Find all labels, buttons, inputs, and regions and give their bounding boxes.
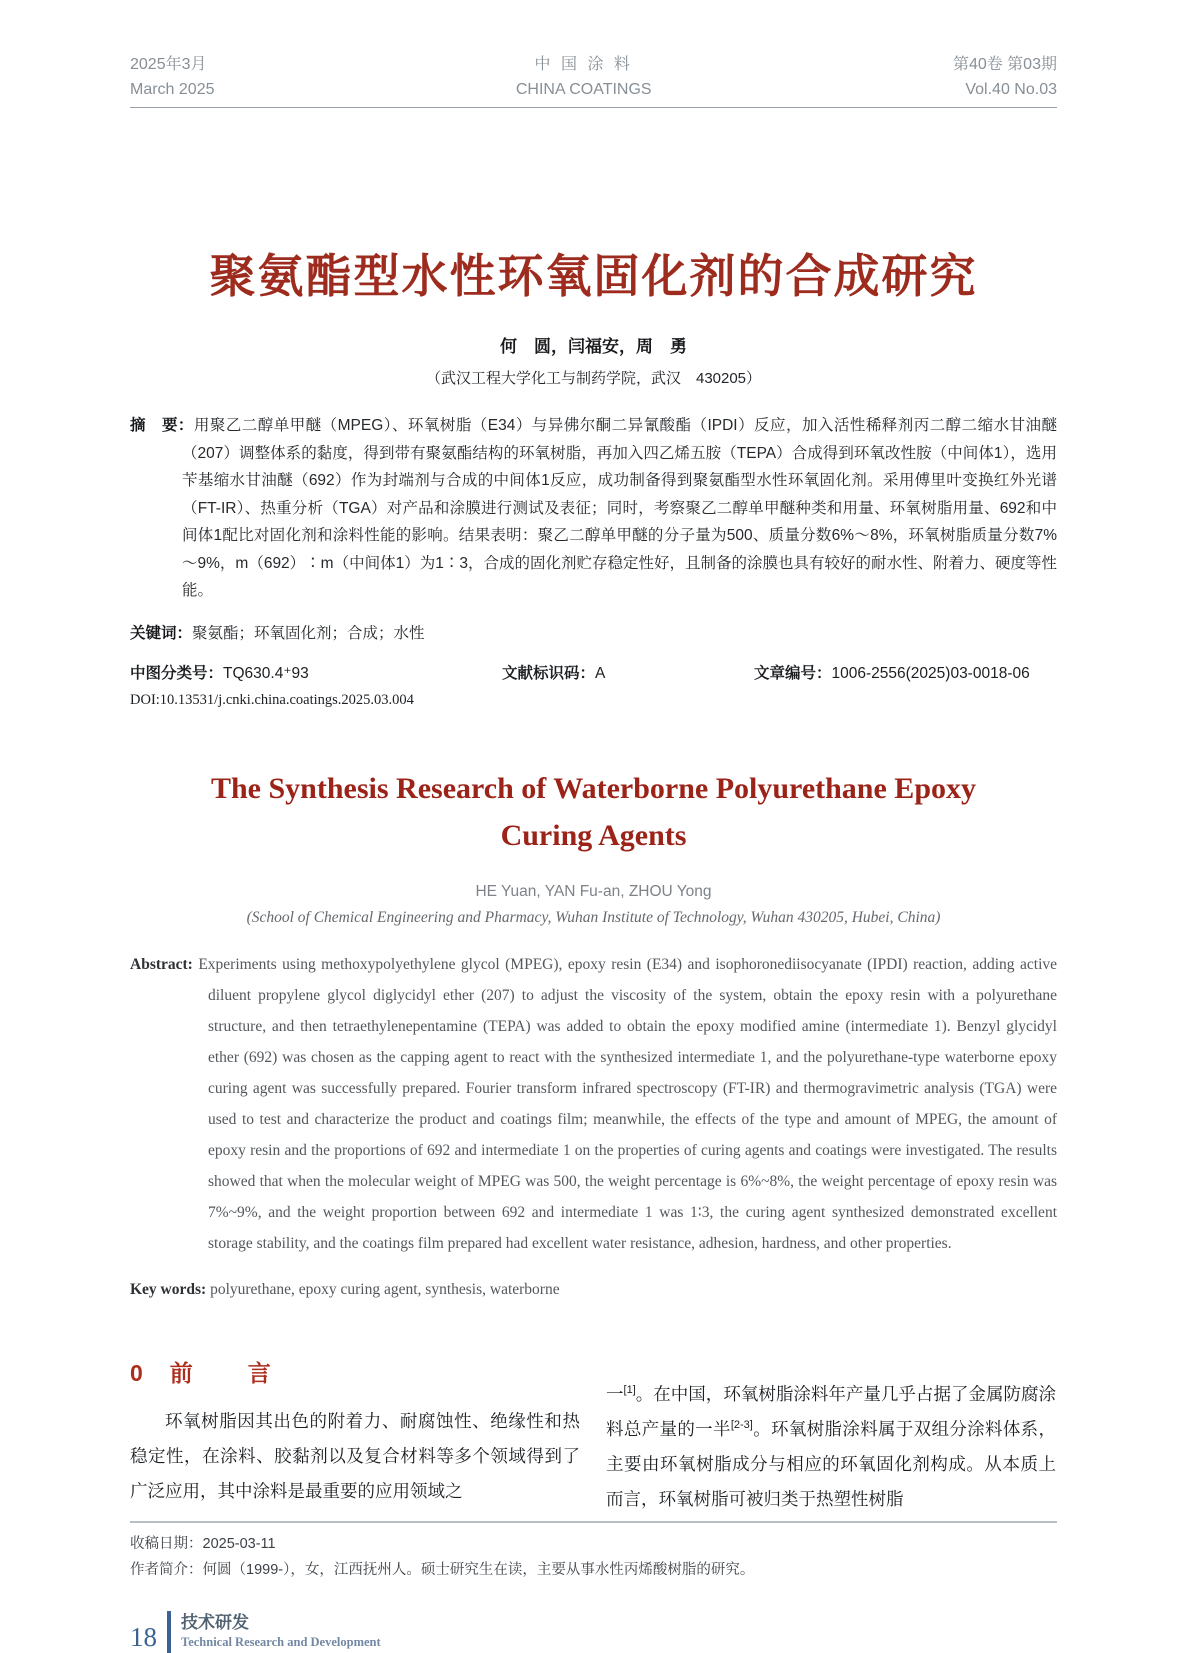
affiliation-en: (School of Chemical Engineering and Pharmacy, Wuhan Institute of Technology, Wuhan 430205, Hubei, China)	[246, 908, 941, 926]
abstract-cn	[130, 412, 1057, 605]
keywords-en-label: Key words:	[130, 1281, 207, 1298]
page-footer	[130, 1611, 1057, 1653]
article-title-en	[130, 765, 1057, 859]
article-id: 文章编号：1006-2556(2025)03-0018-06	[754, 664, 1030, 682]
running-head	[130, 0, 1057, 102]
keywords-en	[130, 1274, 1057, 1305]
keywords-cn	[130, 620, 1057, 648]
header-journal	[516, 52, 652, 102]
keywords-cn-text: 聚氨酯；环氧固化剂；合成；水性	[192, 625, 425, 642]
introduction-section	[130, 1351, 1057, 1517]
doi: DOI:10.13531/j.cnki.china.coatings.2025.03.004	[130, 691, 414, 708]
keywords-cn-label: 关键词：	[130, 625, 193, 642]
authors-cn: 何 圆，闫福安，周 勇	[500, 337, 687, 356]
meta-row	[130, 661, 1057, 683]
footnote-block	[130, 1521, 1057, 1583]
footer-section	[181, 1613, 381, 1651]
footer-section-en: Technical Research and Development	[181, 1635, 381, 1649]
abstract-cn-text: 用聚乙二醇单甲醚（MPEG）、环氧树脂（E34）与异佛尔酮二异氰酸酯（IPDI）反应，加入活性稀释剂丙二醇二缩水甘油醚（207）调整体系的黏度，得到带有聚氨酯结构的环氧树脂，再加入四乙烯五胺（TEPA）合成得到环氧改性胺（中间体1），选用苄基缩水甘油醚（692）作为封端剂与合成的中间体1反应，成功制备得到聚氨酯型水性环氧固化剂。采用傅里叶变换红外光谱（FT-IR）、热重分析（TGA）对产品和涂膜进行测试及表征；同时，考察聚乙二醇单甲醚种类和用量、环氧树脂用量、692和中间体1配比对固化剂和涂料性能的影响。结果表明：聚乙二醇单甲醚的分子量为500、质量分数6%～8%，环氧树脂质量分数7%～9%，m（692）∶m（中间体1）为1∶3，合成的固化剂贮存稳定性好，且制备的涂膜也具有较好的耐水性、附着力、硬度等性能。	[182, 417, 1057, 599]
intro-column-left	[130, 1351, 580, 1517]
page-number: 18	[130, 1622, 157, 1652]
received-date: 收稿日期：2025-03-11	[130, 1536, 276, 1552]
article-title-cn: 聚氨酯型水性环氧固化剂的合成研究	[209, 250, 978, 302]
abstract-en	[130, 949, 1057, 1259]
header-issue	[953, 52, 1057, 102]
section-title: 前 言	[169, 1360, 287, 1386]
footer-divider-bar	[167, 1611, 171, 1653]
document-code: 文献标识码：A	[502, 664, 606, 682]
abstract-en-text: Experiments using methoxypolyethylene glycol (MPEG), epoxy resin (E34) and isophoronediisocyanate (IPDI) reaction, adding active diluent propylene glycol diglycidyl ether (207) to adjust the viscosity of the system, obtain the epoxy resin with a polyurethane structure, and then tetraethylenepentamine (TEPA) was added to obtain the epoxy modified amine (intermediate 1). Benzyl glycidyl ether (692) was chosen as the capping agent to react with the synthesized intermediate 1, and the polyurethane-type waterborne epoxy curing agent was successfully prepared. Fourier transform infrared spectroscopy (FT-IR) and thermogravimetric analysis (TGA) were used to test and characterize the product and coatings film; meanwhile, the effects of the type and amount of MPEG, the amount of epoxy resin and the proportions of 692 and intermediate 1 on the properties of curing agents and coatings were investigated. The results showed that when the molecular weight of MPEG was 500, the weight percentage is 6%~8%, the weight percentage of epoxy resin was 7%~9%, and the weight proportion between 692 and intermediate 1 was 1∶3, the curing agent synthesized demonstrated excellent storage stability, and the coatings film prepared had excellent water resistance, adhesion, hardness, and other properties.	[198, 955, 1058, 1252]
header-date-en: March 2025	[130, 81, 215, 98]
affiliation-cn: （武汉工程大学化工与制药学院，武汉 430205）	[425, 370, 762, 387]
intro-paragraph-left: 环氧树脂因其出色的附着力、耐腐蚀性、绝缘性和热稳定性，在涂料、胶黏剂以及复合材料等多个领域得到了广泛应用，其中涂料是最重要的应用领域之	[130, 1411, 580, 1501]
footer-section-cn: 技术研发	[181, 1613, 249, 1632]
article-title-en-line1: The Synthesis Research of Waterborne Polyurethane Epoxy	[210, 771, 976, 805]
authors-en: HE Yuan, YAN Fu-an, ZHOU Yong	[475, 882, 712, 900]
header-date	[130, 52, 215, 102]
header-issue-cn: 第40卷 第03期	[952, 56, 1057, 73]
intro-column-right	[606, 1351, 1056, 1517]
clc-number: 中图分类号：TQ630.4⁺93	[130, 664, 309, 682]
author-bio: 作者简介：何圆（1999-），女，江西抚州人。硕士研究生在读，主要从事水性丙烯酸树脂的研究。	[130, 1562, 755, 1578]
keywords-en-text: polyurethane, epoxy curing agent, synthesis, waterborne	[210, 1281, 560, 1298]
header-journal-cn: 中 国 涂 料	[534, 56, 633, 73]
abstract-en-label: Abstract:	[130, 955, 193, 973]
header-issue-en: Vol.40 No.03	[965, 81, 1057, 98]
section-heading-preface	[130, 1355, 580, 1388]
section-number: 0	[130, 1360, 144, 1386]
header-date-cn: 2025年3月	[130, 56, 207, 73]
header-divider	[130, 107, 1057, 108]
intro-paragraph-right: 一[1]。在中国，环氧树脂涂料年产量几乎占据了金属防腐涂料总产量的一半[2-3]。环氧树脂涂料属于双组分涂料体系，主要由环氧树脂成分与相应的环氧固化剂构成。从本质上而言，环氧树脂可被归类于热塑性树脂	[606, 1384, 1057, 1509]
header-journal-en: CHINA COATINGS	[515, 81, 652, 98]
article-title-en-line2: Curing Agents	[500, 818, 687, 852]
abstract-cn-label: 摘 要：	[130, 417, 194, 434]
